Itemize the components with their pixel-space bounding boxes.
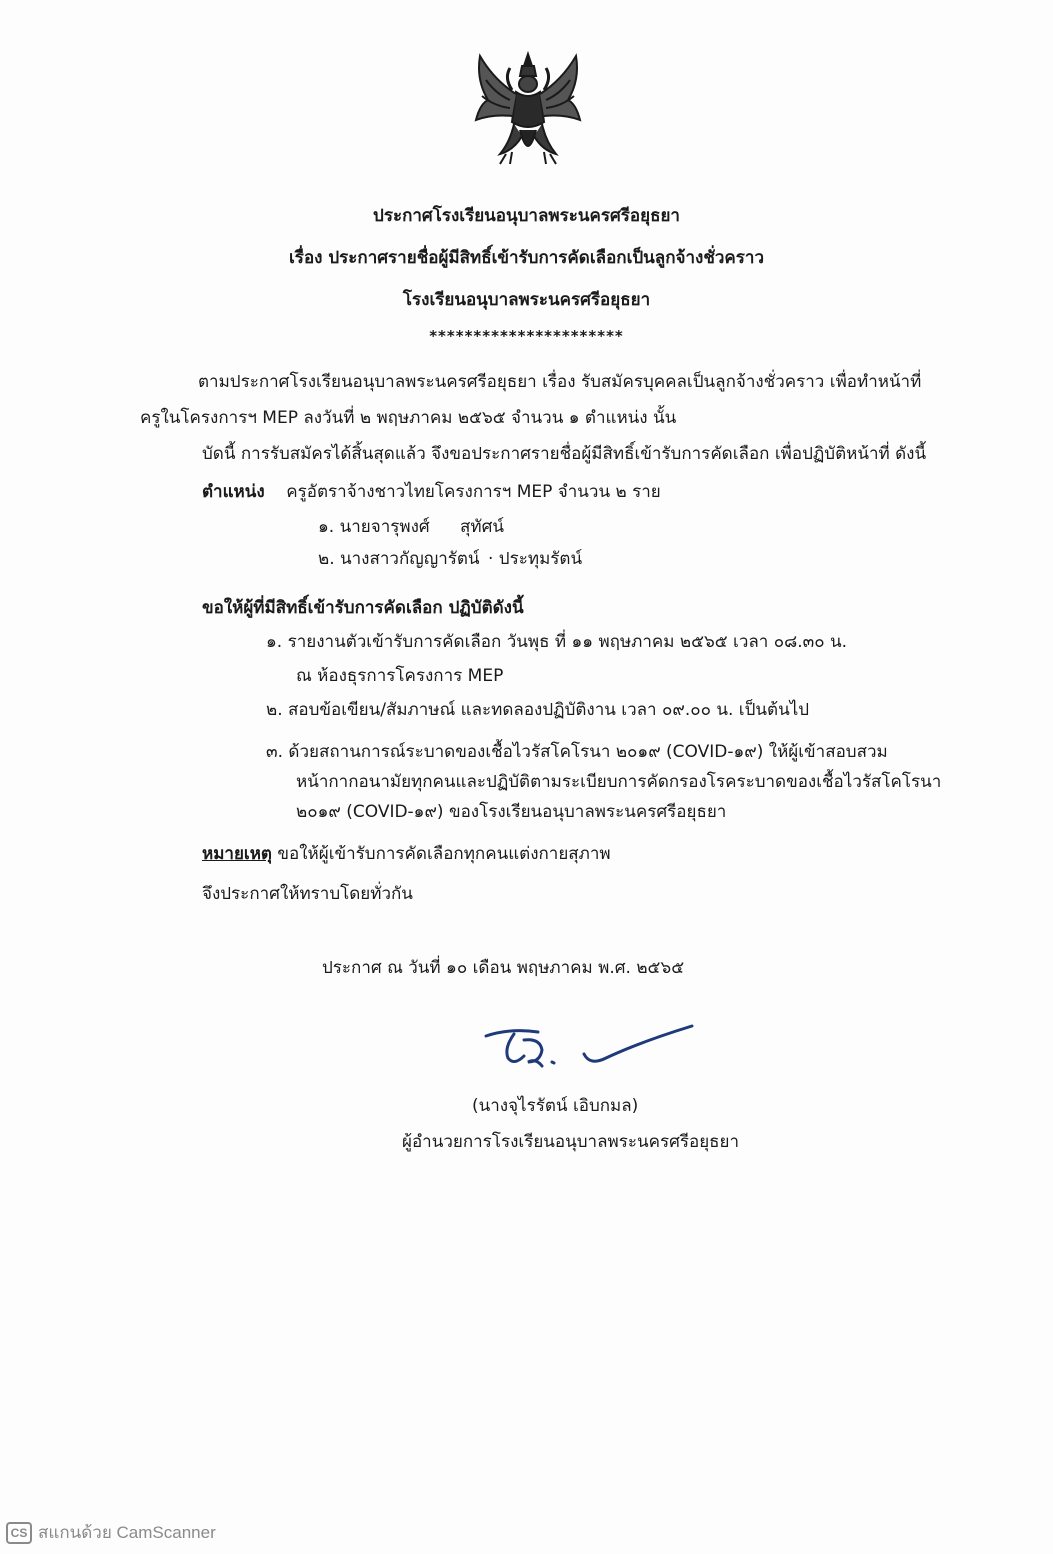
camscanner-text: สแกนด้วย CamScanner — [38, 1523, 216, 1542]
position-value: ครูอัตราจ้างชาวไทยโครงการฯ MEP จำนวน ๒ ราย — [286, 482, 661, 502]
instructions-heading: ขอให้ผู้ที่มีสิทธิ์เข้ารับการคัดเลือก ปฏิบัติดังนี้ — [202, 598, 524, 618]
camscanner-watermark — [6, 1519, 216, 1546]
note-label: หมายเหตุ — [202, 844, 272, 864]
signatory-title: ผู้อำนวยการโรงเรียนอนุบาลพระนครศรีอยุธยา — [402, 1132, 740, 1152]
position-label: ตำแหน่ง — [202, 482, 265, 502]
candidate-given-name: ๒. นางสาวกัญญารัตน์ — [318, 549, 480, 569]
note-row — [202, 842, 611, 866]
signatory-name: (นางจุไรรัตน์ เอิบกมล) — [472, 1096, 639, 1116]
camscanner-logo-icon: CS — [6, 1522, 32, 1544]
instruction-3-line2: หน้ากากอนามัยทุกคนและปฏิบัติตามระเบียบการคัดกรองโรคระบาดของเชื้อไวรัสโคโรนา — [296, 772, 942, 792]
handwritten-signature — [480, 1018, 700, 1078]
candidate-given-name: ๑. นายจารุพงศ์ — [318, 517, 430, 537]
doc-title-line2: เรื่อง ประกาศรายชื่อผู้มีสิทธิ์เข้ารับการคัดเลือกเป็นลูกจ้างชั่วคราว — [289, 248, 764, 268]
para2-line1: บัดนี้ การรับสมัครได้สิ้นสุดแล้ว จึงขอประกาศรายชื่อผู้มีสิทธิ์เข้ารับการคัดเลือก เพื่อปฏิบัติหน้าที่ ดังนี้ — [202, 444, 927, 464]
closing-text: จึงประกาศให้ทราบโดยทั่วกัน — [202, 884, 413, 904]
instruction-1-line2: ณ ห้องธุรการโครงการ MEP — [296, 666, 504, 686]
para1-line1: ตามประกาศโรงเรียนอนุบาลพระนครศรีอยุธยา เรื่อง รับสมัครบุคคลเป็นลูกจ้างชั่วคราว เพื่อทำหน้าที่ — [198, 372, 922, 392]
candidate-family-name: · ประทุมรัตน์ — [488, 549, 583, 569]
candidate-family-name: สุทัศน์ — [460, 517, 504, 537]
doc-title-line1: ประกาศโรงเรียนอนุบาลพระนครศรีอยุธยา — [373, 206, 680, 226]
note-text: ขอให้ผู้เข้ารับการคัดเลือกทุกคนแต่งกายสุภาพ — [277, 844, 611, 864]
instruction-1-line1: ๑. รายงานตัวเข้ารับการคัดเลือก วันพุธ ที่ ๑๑ พฤษภาคม ๒๕๖๕ เวลา ๐๘.๓๐ น. — [266, 632, 848, 652]
para1-line2: ครูในโครงการฯ MEP ลงวันที่ ๒ พฤษภาคม ๒๕๖๕ จำนวน ๑ ตำแหน่ง นั้น — [140, 408, 677, 428]
separator-stars: ********************** — [429, 327, 624, 345]
announce-date: ประกาศ ณ วันที่ ๑๐ เดือน พฤษภาคม พ.ศ. ๒๕๖๕ — [322, 958, 685, 978]
instruction-2-line1: ๒. สอบข้อเขียน/สัมภาษณ์ และทดลองปฏิบัติงาน เวลา ๐๙.๐๐ น. เป็นต้นไป — [266, 700, 810, 720]
doc-title-line3: โรงเรียนอนุบาลพระนครศรีอยุธยา — [402, 290, 651, 310]
position-row — [202, 480, 661, 504]
instruction-3-line3: ๒๐๑๙ (COVID-๑๙) ของโรงเรียนอนุบาลพระนครศรีอยุธยา — [296, 802, 727, 822]
instruction-3-line1: ๓. ด้วยสถานการณ์ระบาดของเชื้อไวรัสโคโรนา ๒๐๑๙ (COVID-๑๙) ให้ผู้เข้าสอบสวม — [266, 742, 888, 762]
garuda-emblem — [470, 50, 586, 168]
